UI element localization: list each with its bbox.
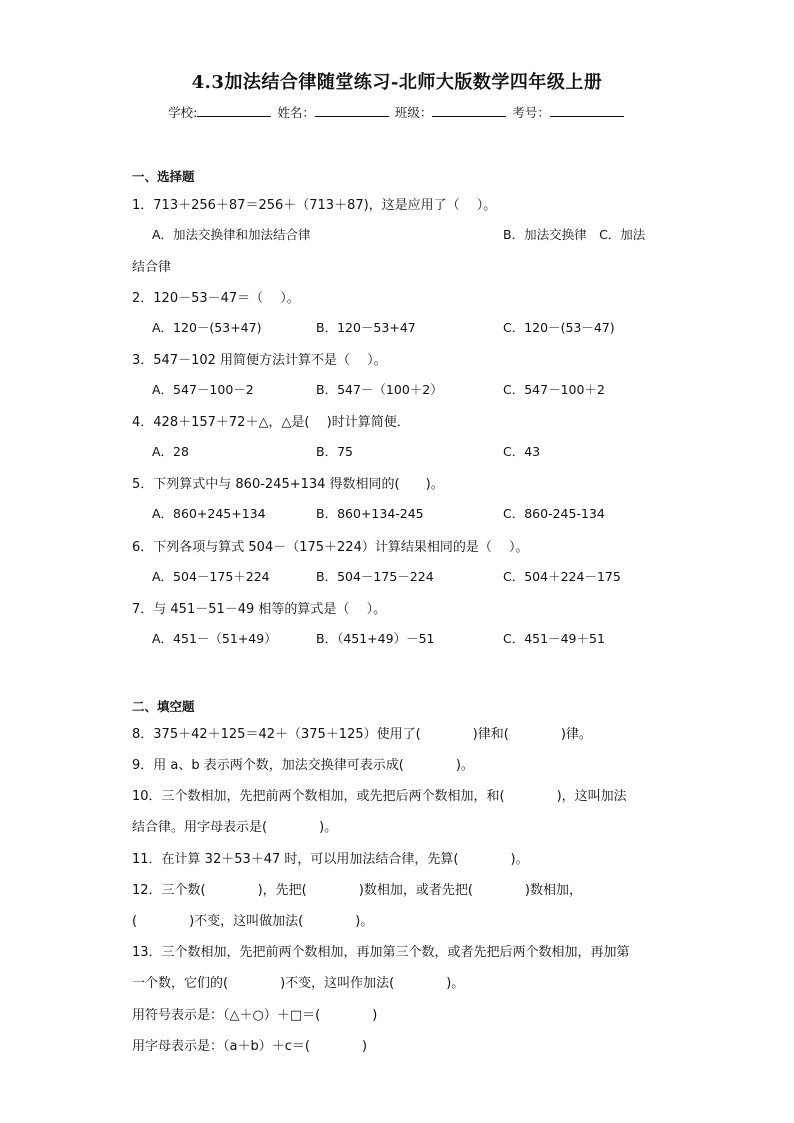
question-3-stem: 3．547－102 用简便方法计算不是（ ）。 (132, 353, 387, 368)
name-label: 姓名： (277, 105, 315, 120)
question-2-option-c: C．120－(53－47) (503, 320, 615, 335)
question-5-option-a: A．860+245+134 (152, 506, 266, 521)
section-fill-heading: 二、填空题 (132, 699, 195, 714)
question-13-symbol-form: 用符号表示是：（△＋○）＋□＝( ) (132, 1008, 378, 1023)
question-1-wrap: 结合律 (132, 260, 172, 275)
question-13-line-2: 一个数，它们的( )不变，这叫作加法( )。 (132, 976, 465, 991)
question-12-line-2: ( )不变，这叫做加法( )。 (132, 914, 374, 929)
question-4-option-a: A．28 (152, 444, 189, 459)
question-12-line-1: 12．三个数( )，先把( )数相加，或者先把( )数相加， (132, 883, 582, 898)
question-4-stem: 4．428＋157＋72＋△，△是( )时计算简便． (132, 415, 410, 430)
exam-number-blank[interactable] (550, 104, 624, 117)
question-4-option-b: B．75 (316, 444, 353, 459)
question-1-stem: 1．713＋256＋87＝256＋（713＋87)，这是应用了（ ）。 (132, 198, 497, 213)
exam-number-label: 考号： (512, 105, 550, 120)
question-7-option-a: A．451－（51+49） (152, 631, 277, 646)
question-6-option-c: C．504＋224－175 (503, 569, 621, 584)
question-1-option-b: B．加法交换律 C．加法 (503, 227, 646, 242)
question-7-option-b: B．（451+49）－51 (316, 631, 435, 646)
question-6-stem: 6．下列各项与算式 504－（175＋224）计算结果相同的是（ ）。 (132, 540, 529, 555)
section-choice-heading: 一、选择题 (132, 169, 195, 184)
class-label: 班级： (394, 105, 433, 120)
question-2-option-a: A．120－(53+47) (152, 320, 262, 335)
question-13-line-1: 13．三个数相加，先把前两个数相加，再加第三个数，或者先把后两个数相加，再加第 (132, 945, 630, 960)
question-6-option-a: A．504－175＋224 (152, 569, 270, 584)
question-7-stem: 7．与 451－51－49 相等的算式是（ ）。 (132, 602, 387, 617)
page-title: 4.3加法结合律随堂练习-北师大版数学四年级上册 (191, 72, 603, 93)
class-blank[interactable] (432, 104, 506, 117)
question-13-letter-form: 用字母表示是：（a＋b）＋c＝( ) (132, 1039, 368, 1054)
question-5-option-c: C．860-245-134 (503, 506, 605, 521)
question-6-option-b: B．504－175－224 (316, 569, 434, 584)
question-1-option-a: A．加法交换律和加法结合律 (152, 227, 311, 242)
question-3-option-a: A．547－100－2 (152, 382, 254, 397)
question-5-stem: 5．下列算式中与 860-245+134 得数相同的( )。 (132, 477, 444, 492)
question-10-line-2: 结合律。用字母表示是( )。 (132, 820, 338, 835)
question-11: 11．在计算 32＋53＋47 时，可以用加法结合律，先算( )。 (132, 852, 529, 867)
question-9: 9．用 a、b 表示两个数，加法交换律可表示成( )。 (132, 758, 474, 773)
question-3-option-b: B．547－（100＋2） (316, 382, 443, 397)
question-7-option-c: C．451－49＋51 (503, 631, 605, 646)
question-2-option-b: B．120－53+47 (316, 320, 416, 335)
question-5-option-b: B．860+134-245 (316, 506, 424, 521)
school-label: 学校: (168, 105, 198, 120)
school-blank[interactable] (197, 104, 271, 117)
question-10-line-1: 10．三个数相加，先把前两个数相加，或先把后两个数相加，和( )，这叫加法 (132, 789, 627, 804)
question-8: 8．375＋42＋125＝42＋（375＋125）使用了( )律和( )律。 (132, 727, 592, 742)
question-4-option-c: C．43 (503, 444, 541, 459)
name-blank[interactable] (315, 104, 389, 117)
student-info-row (0, 103, 794, 121)
question-2-stem: 2．120－53－47＝（ ）。 (132, 291, 300, 306)
question-3-option-c: C．547－100＋2 (503, 382, 605, 397)
